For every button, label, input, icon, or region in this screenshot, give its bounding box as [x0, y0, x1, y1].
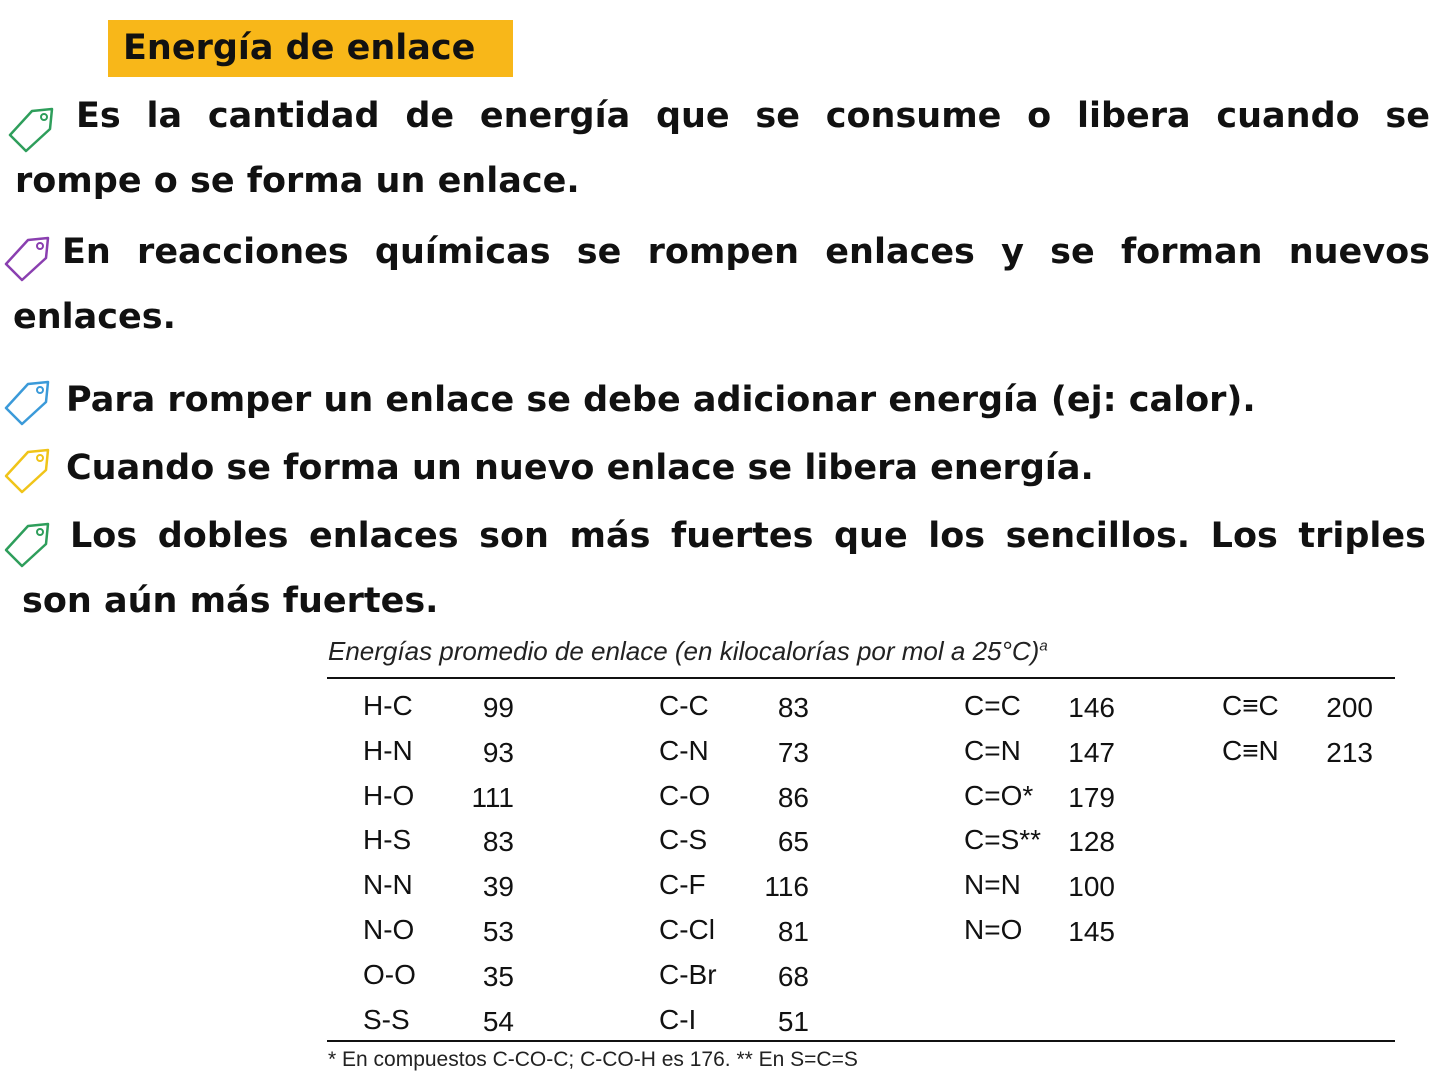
bond-energy-value: 99 — [482, 692, 514, 723]
blue-tag-icon — [0, 376, 52, 428]
bond-label: C-N — [659, 735, 709, 766]
bond-energy-value: 83 — [777, 692, 809, 723]
bond-label: C-Br — [659, 959, 717, 990]
bond-energy-value: 35 — [482, 961, 514, 992]
table-footnote: * En compuestos C-CO-C; C-CO-H es 176. ** En S=C=S — [328, 1048, 858, 1071]
caption-superscript: a — [1039, 637, 1048, 655]
bond-energy-value: 145 — [1068, 916, 1115, 947]
bullet-2-line-2: enlaces. — [13, 297, 176, 337]
green-tag-icon — [0, 518, 52, 570]
table-caption: Energías promedio de enlace (en kilocalorías por mol a 25°C)$^a$ — [328, 636, 1048, 666]
bond-energy-value: 53 — [482, 916, 514, 947]
page-title: Energía de enlace — [108, 20, 513, 77]
bullet-1-line-1: Es la cantidad de energía que se consume o libera cuando se — [76, 96, 1430, 136]
bond-energy-value: 146 — [1068, 692, 1115, 723]
bullet-4-text: Cuando se forma un nuevo enlace se libera energía. — [66, 448, 1094, 488]
bond-label: C=N — [964, 735, 1021, 766]
bullet-2-line-1: En reacciones químicas se rompen enlaces y se forman nuevos — [62, 232, 1430, 272]
bond-energy-value: 213 — [1326, 737, 1373, 768]
bond-label: C≡N — [1222, 735, 1279, 766]
bond-label: C-C — [659, 690, 709, 721]
bullet-3-text: Para romper un enlace se debe adicionar energía (ej: calor). — [66, 380, 1256, 420]
bond-energy-value: 83 — [482, 826, 514, 857]
bond-label: C-S — [659, 824, 708, 855]
bullet-5-line-1: Los dobles enlaces son más fuertes que los sencillos. Los triples — [70, 516, 1426, 556]
bond-label: N-O — [363, 914, 415, 945]
bond-label: C-O — [659, 780, 711, 811]
bond-label: O-O — [363, 959, 416, 990]
bond-label: C≡C — [1222, 690, 1279, 721]
bond-energy-value: 54 — [482, 1006, 514, 1037]
bullet-1-line-2: rompe o se forma un enlace. — [15, 161, 580, 201]
bond-energy-value: 68 — [777, 961, 809, 992]
bond-energy-value: 65 — [777, 826, 809, 857]
bond-energy-value: 200 — [1326, 692, 1373, 723]
yellow-tag-icon — [0, 444, 52, 496]
bond-label: H-S — [363, 824, 412, 855]
bond-energy-value: 81 — [777, 916, 809, 947]
bond-label: H-C — [363, 690, 413, 721]
bond-energy-value: 100 — [1068, 871, 1115, 902]
bond-energy-value: 179 — [1068, 782, 1115, 813]
bond-energy-value: 128 — [1068, 826, 1115, 857]
bond-energy-value: 93 — [482, 737, 514, 768]
green-tag-icon — [4, 103, 56, 155]
bond-energy-value: 111 — [471, 782, 514, 813]
bond-label: C=O* — [964, 780, 1034, 811]
bond-label: C=S** — [964, 824, 1042, 855]
bond-energy-value: 51 — [777, 1006, 809, 1037]
bond-label: S-S — [363, 1004, 410, 1035]
purple-tag-icon — [0, 232, 52, 284]
table-bottom-rule — [327, 1040, 1395, 1042]
bond-label: N=O — [964, 914, 1023, 945]
bond-energy-value: 86 — [777, 782, 809, 813]
bond-label: C=C — [964, 690, 1021, 721]
bond-label: C-F — [659, 869, 706, 900]
bullet-5-line-2: son aún más fuertes. — [22, 581, 439, 621]
bond-energy-value: 73 — [777, 737, 809, 768]
bond-label: N=N — [964, 869, 1021, 900]
bond-energy-value: 147 — [1068, 737, 1115, 768]
bond-label: C-Cl — [659, 914, 715, 945]
bond-label: N-N — [363, 869, 413, 900]
bond-energy-value: 116 — [764, 871, 809, 902]
bond-label: H-O — [363, 780, 415, 811]
bond-energy-value: 39 — [482, 871, 514, 902]
bond-label: H-N — [363, 735, 413, 766]
table-top-rule — [327, 677, 1395, 679]
bond-label: C-I — [659, 1004, 697, 1035]
